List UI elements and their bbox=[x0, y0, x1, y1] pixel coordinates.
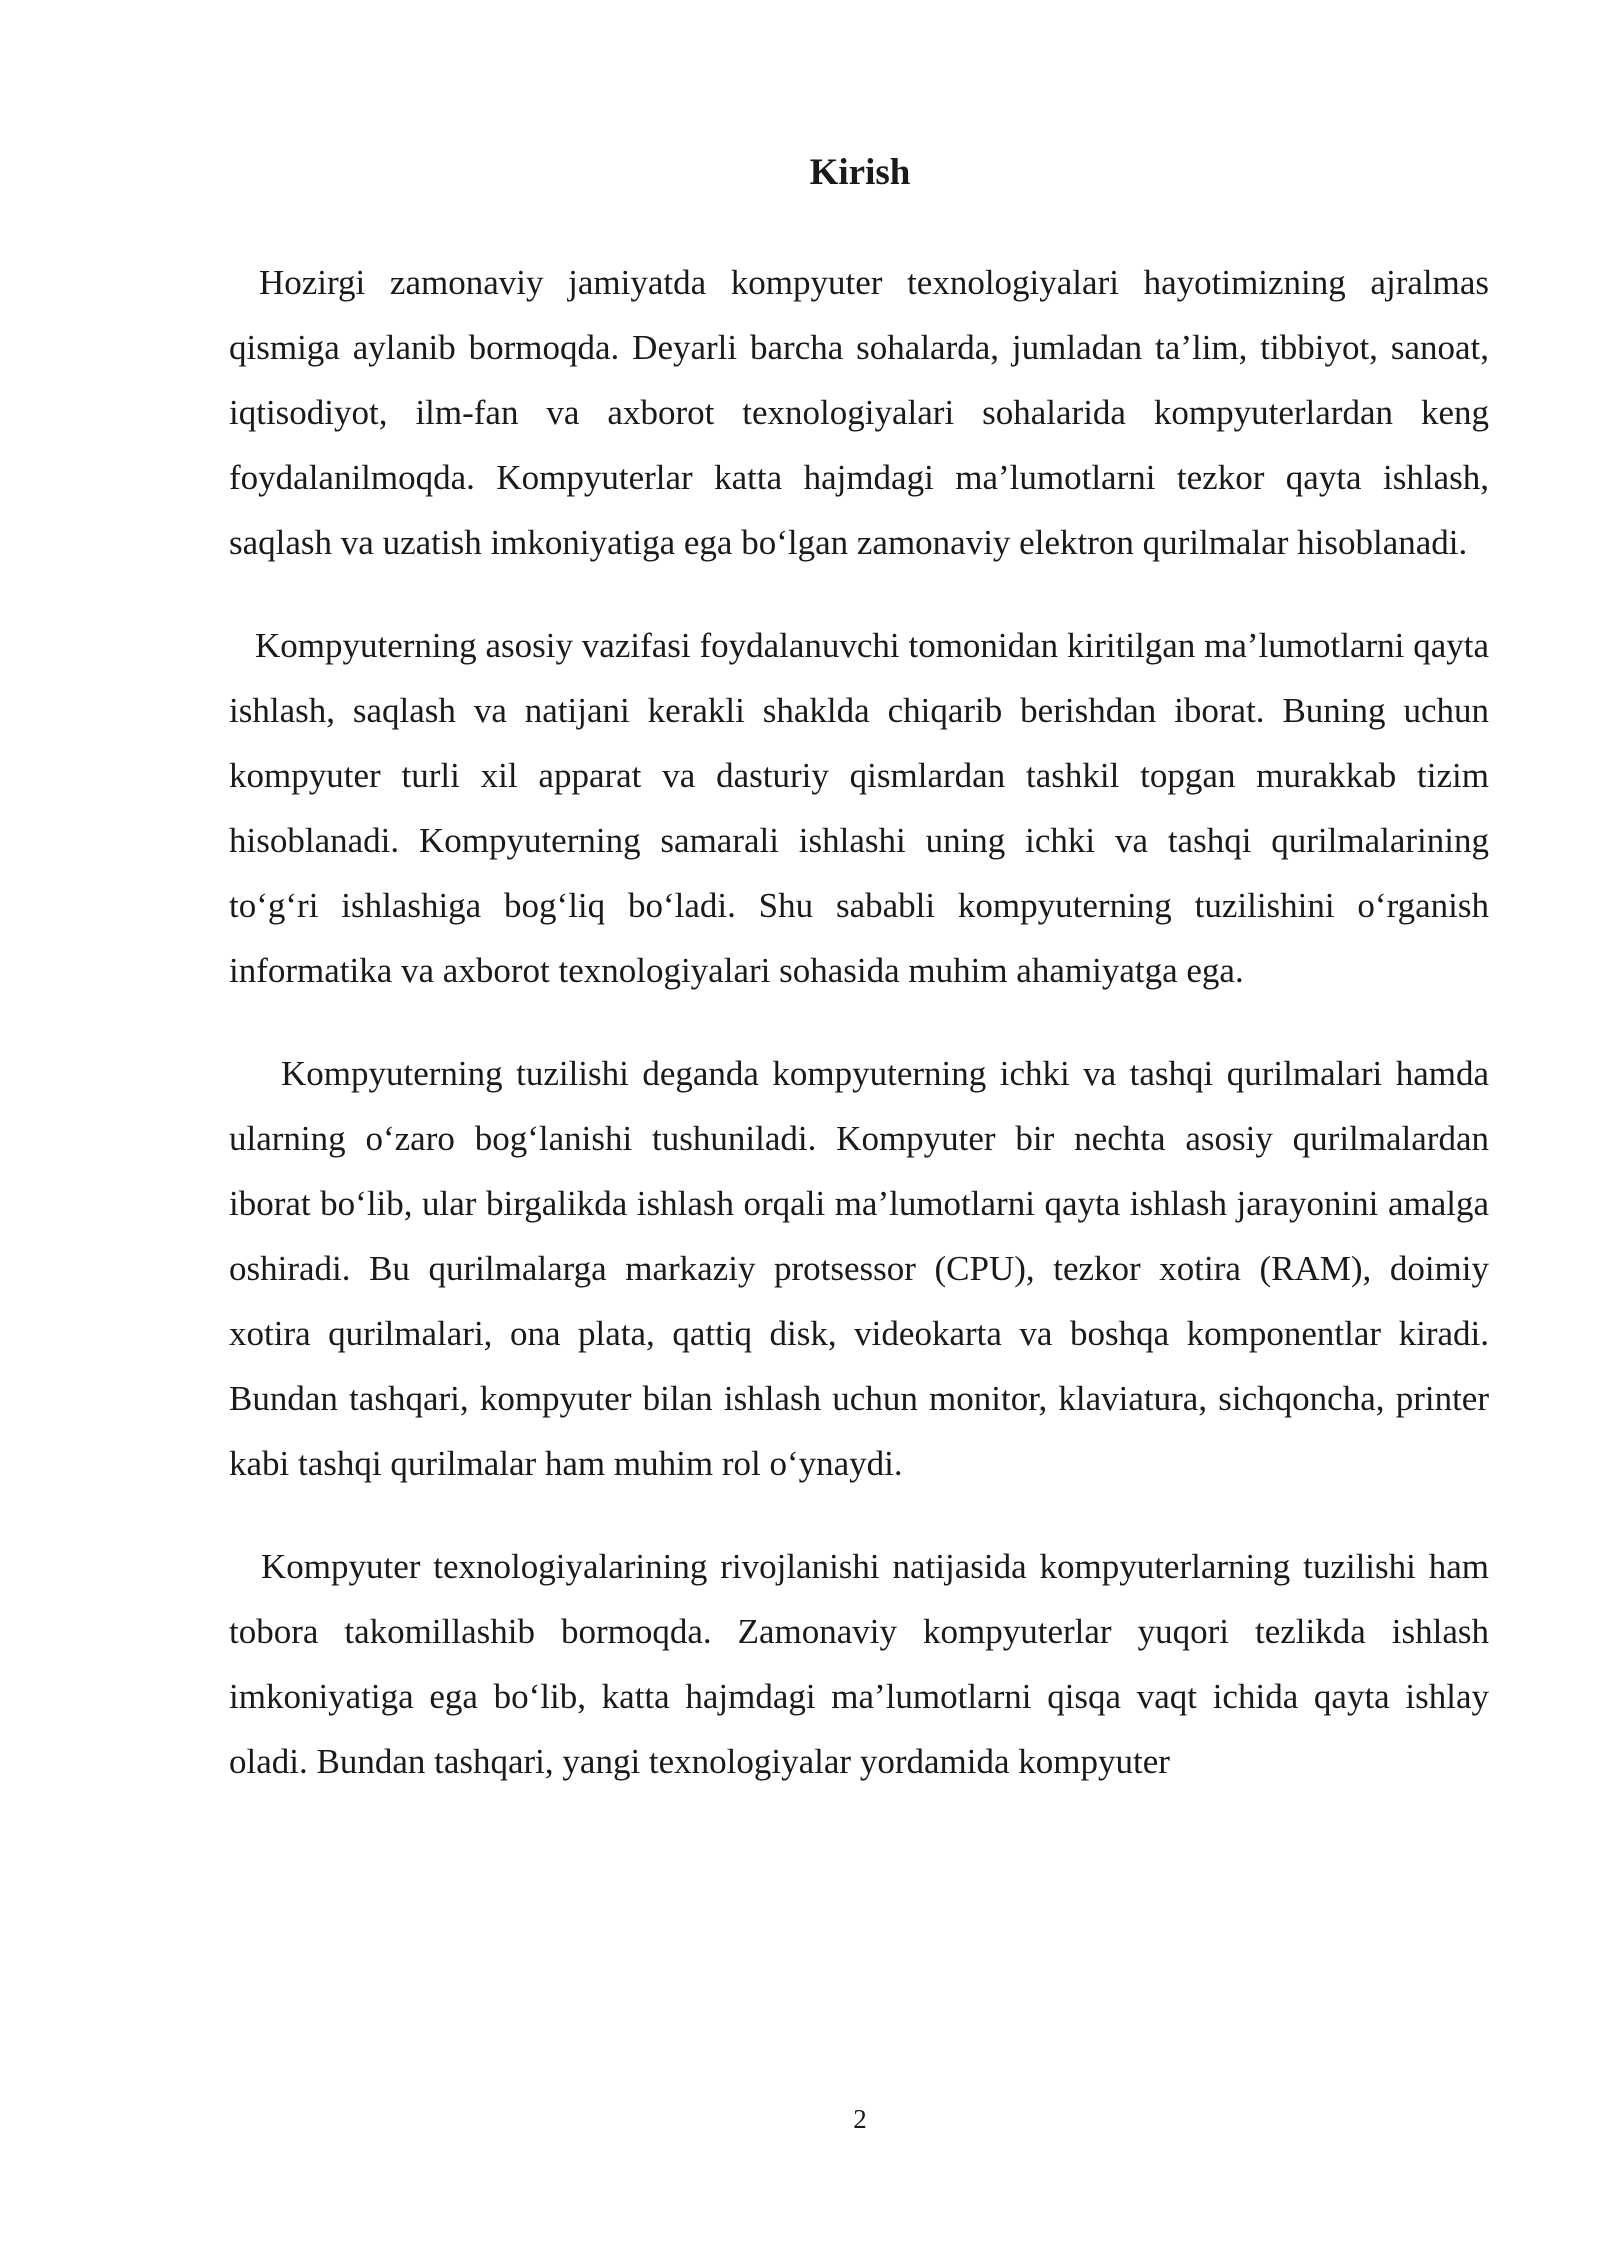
page-number: 2 bbox=[853, 2104, 867, 2134]
paragraph-2: Kompyuterning asosiy vazifasi foydalanuvchi tomonidan kiritilgan ma’lumotlarni qayta ishlash, saqlash va natijani kerakli shaklda chiqarib berishdan iborat. Buning uchun kompyuter turli xil apparat va dasturiy qismlardan tashkil topgan murakkab tizim hisoblanadi. Kompyuterning samarali ishlashi uning ichki va tashqi qurilmalarining to‘g‘ri ishlashiga bog‘liq bo‘ladi. Shu sababli kompyuterning tuzilishini o‘rganish informatika va axborot texnologiyalari sohasida muhim ahamiyatga ega. bbox=[229, 626, 1489, 990]
page-title: Kirish bbox=[809, 152, 911, 193]
paragraph-3: Kompyuterning tuzilishi deganda kompyuterning ichki va tashqi qurilmalari hamda ularning o‘zaro bog‘lanishi tushuniladi. Kompyuter bir nechta asosiy qurilmalardan iborat bo‘lib, ular birgalikda ishlash orqali ma’lumotlarni qayta ishlash jarayonini amalga oshiradi. Bu qurilmalarga markaziy protsessor (CPU), tezkor xotira (RAM), doimiy xotira qurilmalari, ona plata, qattiq disk, videokarta va boshqa komponentlar kiradi. Bundan tashqari, kompyuter bilan ishlash uchun monitor, klaviatura, sichqoncha, printer kabi tashqi qurilmalar ham muhim rol o‘ynaydi. bbox=[229, 1054, 1489, 1483]
paragraph-1: Hozirgi zamonaviy jamiyatda kompyuter texnologiyalari hayotimizning ajralmas qismiga aylanib bormoqda. Deyarli barcha sohalarda, jumladan ta’lim, tibbiyot, sanoat, iqtisodiyot, ilm-fan va axborot texnologiyalari sohalarida kompyuterlardan keng foydalanilmoqda. Kompyuterlar katta hajmdagi ma’lumotlarni tezkor qayta ishlash, saqlash va uzatish imkoniyatiga ega bo‘lgan zamonaviy elektron qurilmalar hisoblanadi. bbox=[229, 263, 1489, 562]
paragraph-4: Kompyuter texnologiyalarining rivojlanishi natijasida kompyuterlarning tuzilishi ham tobora takomillashib bormoqda. Zamonaviy kompyuterlar yuqori tezlikda ishlash imkoniyatiga ega bo‘lib, katta hajmdagi ma’lumotlarni qisqa vaqt ichida qayta ishlay oladi. Bundan tashqari, yangi texnologiyalar yordamida kompyuter bbox=[229, 1547, 1489, 1781]
document-body bbox=[229, 250, 1489, 1794]
